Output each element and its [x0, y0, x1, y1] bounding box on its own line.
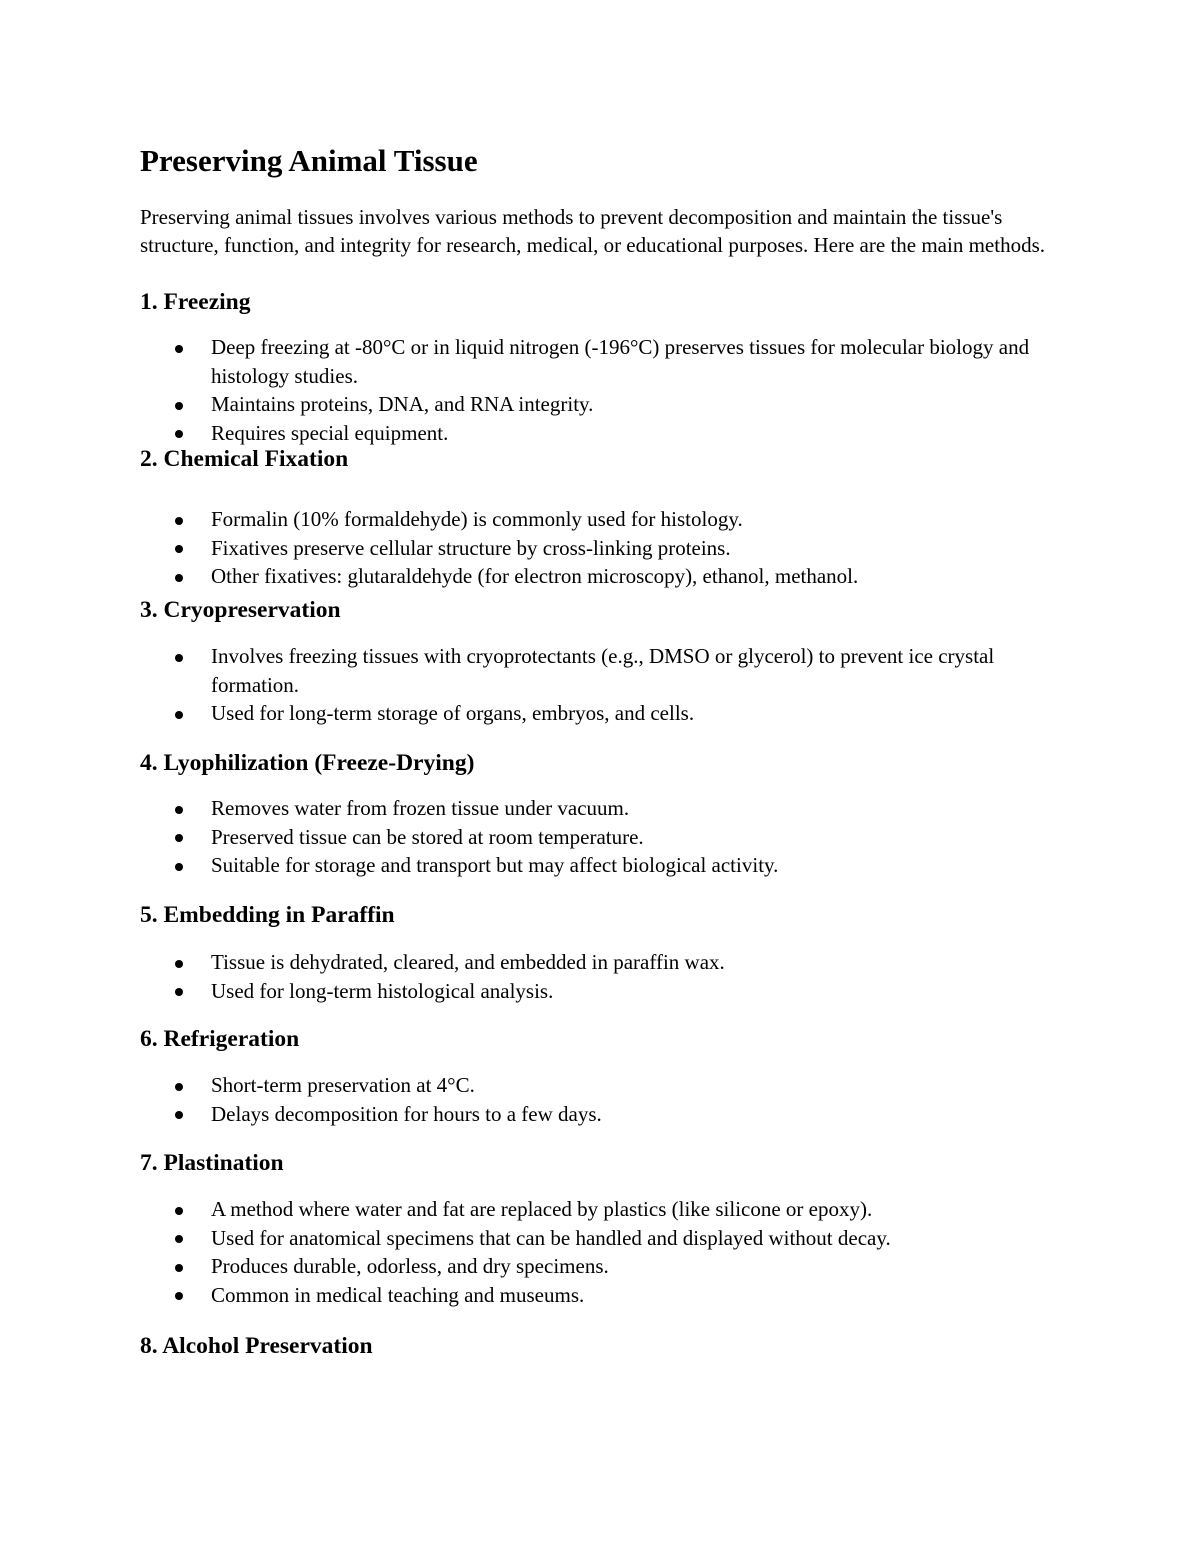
list-item: [140, 642, 1040, 699]
bullet-icon: [175, 1207, 183, 1215]
list-item: [140, 1071, 1040, 1100]
bullet-icon: [175, 654, 183, 662]
list-item-text: Removes water from frozen tissue under vacuum.: [211, 796, 630, 820]
bullet-icon: [175, 517, 183, 525]
list-item-text: Requires special equipment.: [211, 420, 449, 445]
list-item-text: Tissue is dehydrated, cleared, and embedded in paraffin wax.: [211, 950, 725, 974]
list-item-text: Fixatives preserve cellular structure by cross-linking proteins.: [211, 535, 731, 560]
list-item: [140, 1252, 1040, 1281]
list-item-text: Delays decomposition for hours to a few days.: [211, 1101, 602, 1126]
section-list-lyophilization: [140, 794, 1040, 880]
list-item-text: Involves freezing tissues with cryoprotectants (e.g., DMSO or glycerol) to prevent ice crystal formation.: [211, 644, 995, 697]
section-heading-freezing: 1. Freezing: [140, 289, 251, 315]
list-item: [140, 948, 1040, 977]
list-item: [140, 333, 1040, 390]
bullet-icon: [175, 834, 183, 842]
section-heading-refrigeration: 6. Refrigeration: [140, 1026, 300, 1052]
list-item-text: Deep freezing at -80°C or in liquid nitrogen (-196°C) preserves tissues for molecular biology and histology studies.: [211, 335, 1030, 388]
section-list-refrigeration: [140, 1071, 1040, 1128]
list-item: [140, 1224, 1040, 1253]
section-heading-cryopreservation: 3. Cryopreservation: [140, 597, 341, 623]
bullet-icon: [175, 545, 183, 553]
bullet-icon: [175, 863, 183, 871]
list-item: [140, 851, 1040, 880]
bullet-icon: [175, 1235, 183, 1243]
list-item: [140, 562, 1040, 591]
bullet-icon: [175, 574, 183, 582]
bullet-icon: [175, 1083, 183, 1091]
section-heading-embedding-in-paraffin: 5. Embedding in Paraffin: [140, 902, 395, 928]
list-item: [140, 505, 1040, 534]
bullet-icon: [175, 345, 183, 353]
bullet-icon: [175, 1111, 183, 1119]
list-item-text: Used for long-term histological analysis.: [211, 978, 554, 1003]
list-item: [140, 390, 1040, 419]
list-item: [140, 534, 1040, 563]
section-list-cryopreservation: [140, 642, 1040, 728]
bullet-icon: [175, 1292, 183, 1300]
list-item: [140, 823, 1040, 852]
list-item-text: Suitable for storage and transport but may affect biological activity.: [211, 853, 779, 878]
section-heading-chemical-fixation: 2. Chemical Fixation: [140, 446, 349, 472]
section-list-chemical-fixation: [140, 505, 1040, 591]
list-item-text: Short-term preservation at 4°C.: [211, 1073, 475, 1097]
list-item: [140, 1195, 1040, 1224]
section-list-plastination: [140, 1195, 1040, 1309]
list-item-text: Common in medical teaching and museums.: [211, 1282, 585, 1307]
section-list-freezing: [140, 333, 1040, 447]
list-item-text: Preserved tissue can be stored at room temperature.: [211, 824, 644, 849]
section-heading-plastination: 7. Plastination: [140, 1150, 284, 1176]
document-title: Preserving Animal Tissue: [140, 143, 478, 178]
list-item: [140, 1281, 1040, 1310]
list-item: [140, 977, 1040, 1006]
list-item: [140, 699, 1040, 728]
list-item-text: Used for anatomical specimens that can be handled and displayed without decay.: [211, 1225, 891, 1250]
bullet-icon: [175, 402, 183, 410]
list-item-text: Produces durable, odorless, and dry specimens.: [211, 1254, 609, 1279]
list-item: [140, 1100, 1040, 1129]
bullet-icon: [175, 1264, 183, 1272]
list-item-text: A method where water and fat are replaced by plastics (like silicone or epoxy).: [211, 1197, 873, 1221]
list-item: [140, 794, 1040, 823]
bullet-icon: [175, 430, 183, 438]
section-list-embedding-in-paraffin: [140, 948, 1040, 1005]
list-item-text: Other fixatives: glutaraldehyde (for electron microscopy), ethanol, methanol.: [211, 564, 859, 589]
list-item-text: Used for long-term storage of organs, embryos, and cells.: [211, 701, 695, 726]
section-heading-alcohol-preservation: 8. Alcohol Preservation: [140, 1333, 373, 1359]
bullet-icon: [175, 988, 183, 996]
intro-paragraph: Preserving animal tissues involves various methods to prevent decomposition and maintain the tissue's structure, function, and integrity for research, medical, or educational purposes. Here are the main methods.: [140, 205, 1045, 257]
list-item-text: Maintains proteins, DNA, and RNA integrity.: [211, 392, 594, 417]
list-item-text: Formalin (10% formaldehyde) is commonly used for histology.: [211, 507, 743, 531]
bullet-icon: [175, 806, 183, 814]
bullet-icon: [175, 960, 183, 968]
section-heading-lyophilization: 4. Lyophilization (Freeze-Drying): [140, 750, 475, 776]
bullet-icon: [175, 711, 183, 719]
